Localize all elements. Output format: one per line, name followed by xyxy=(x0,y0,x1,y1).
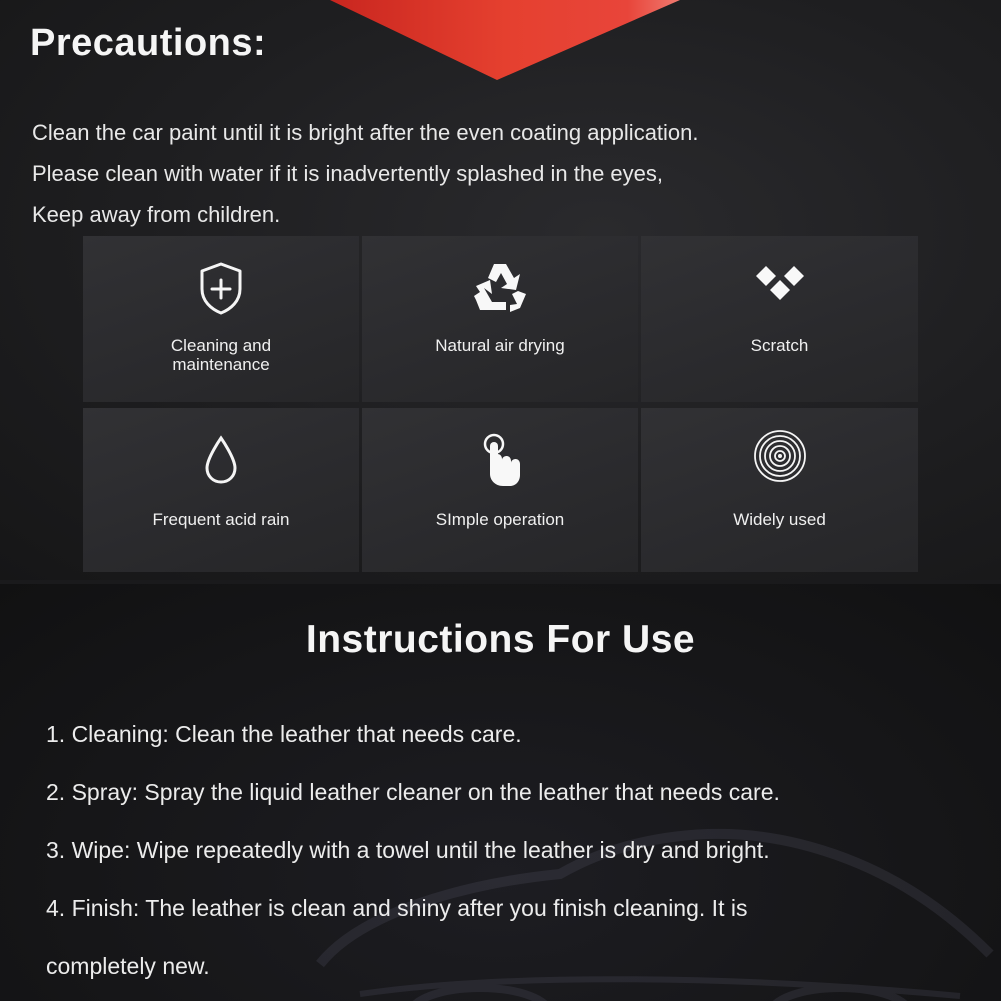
feature-label xyxy=(83,510,359,529)
feature-scratch xyxy=(641,236,918,402)
instruction-step: 4. Finish: The leather is clean and shiny after you finish cleaning. It is xyxy=(46,895,748,921)
feature-label xyxy=(362,510,638,529)
instruction-step: 1. Cleaning: Clean the leather that needs care. xyxy=(46,721,522,747)
shield-plus-icon xyxy=(191,258,251,318)
instructions-list xyxy=(46,705,976,995)
feature-natural-air-drying xyxy=(362,236,638,402)
feature-label-line: maintenance xyxy=(172,355,270,374)
feature-label-line: SImple operation xyxy=(435,510,565,529)
feature-cleaning-maintenance xyxy=(83,236,359,402)
feature-label xyxy=(83,336,359,374)
feature-label xyxy=(641,336,918,355)
instruction-step: 2. Spray: Spray the liquid leather cleaner on the leather that needs care. xyxy=(46,779,780,805)
feature-label-line: Natural air drying xyxy=(435,336,565,355)
feature-frequent-acid-rain xyxy=(83,408,359,572)
water-drop-icon xyxy=(191,430,251,490)
feature-grid xyxy=(83,236,918,572)
feature-label-line: Widely used xyxy=(733,510,826,529)
feature-label-line: Frequent acid rain xyxy=(152,510,290,529)
precaution-line: Clean the car paint until it is bright after the even coating application. xyxy=(32,120,699,145)
diamond-icon xyxy=(750,258,810,318)
feature-label-line: Cleaning and xyxy=(170,336,272,355)
feature-label xyxy=(641,510,918,529)
instruction-step: completely new. xyxy=(46,953,210,979)
touch-hand-icon xyxy=(470,430,530,490)
instructions-title: Instructions For Use xyxy=(305,618,696,661)
feature-widely-used xyxy=(641,408,918,572)
instruction-step: 3. Wipe: Wipe repeatedly with a towel until the leather is dry and bright. xyxy=(46,837,770,863)
precautions-title: Precautions: xyxy=(30,22,267,64)
precaution-line: Keep away from children. xyxy=(32,202,281,227)
concentric-circles-icon xyxy=(750,430,810,490)
feature-label xyxy=(362,336,638,355)
precaution-line: Please clean with water if it is inadvertently splashed in the eyes, xyxy=(32,161,663,186)
recycle-icon xyxy=(470,258,530,318)
precautions-list xyxy=(32,112,699,235)
feature-simple-operation xyxy=(362,408,638,572)
feature-label-line: Scratch xyxy=(750,336,809,355)
